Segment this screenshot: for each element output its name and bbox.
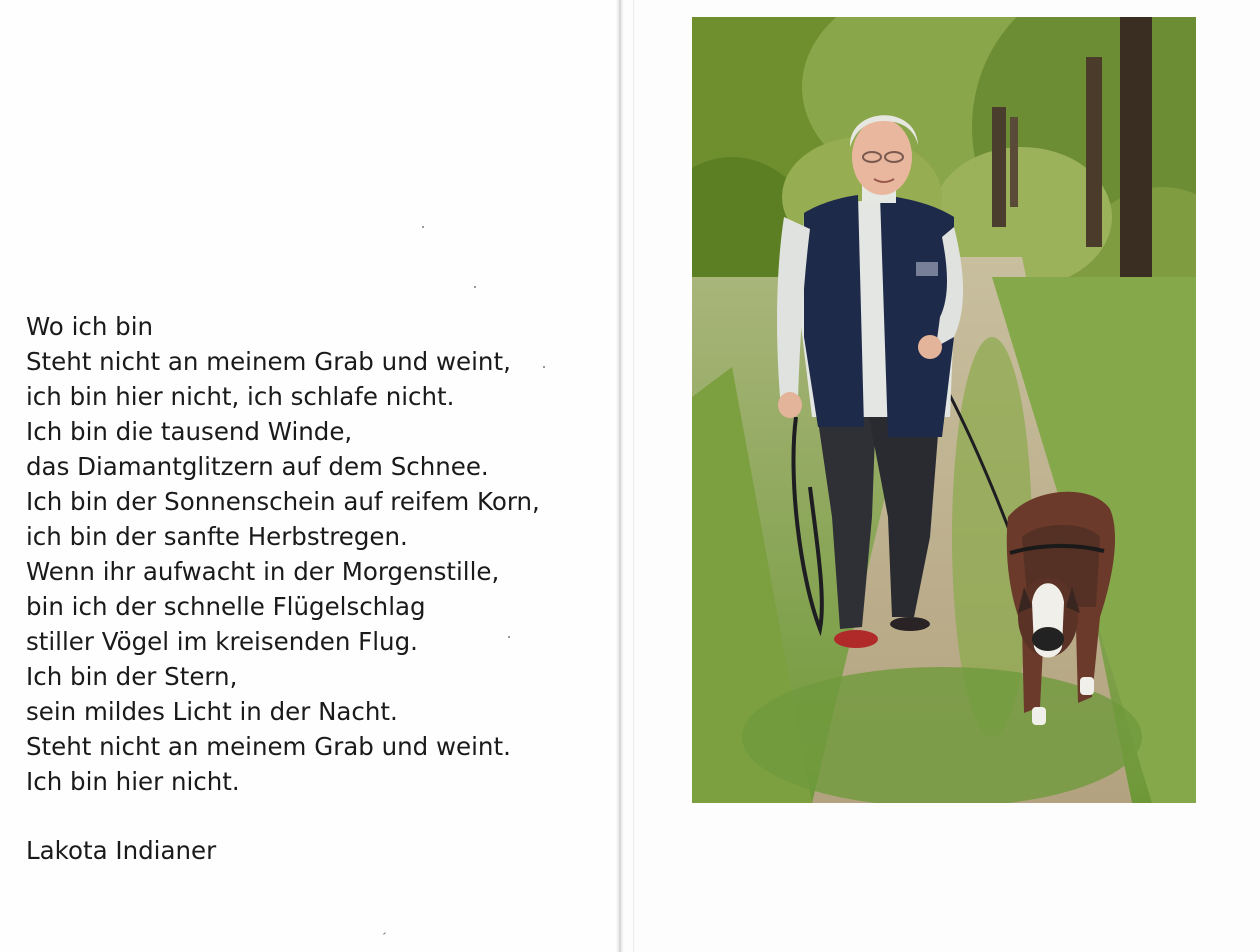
poem-line: Ich bin hier nicht.	[26, 767, 240, 796]
poem-line: Ich bin der Sonnenschein auf reifem Korn,	[26, 487, 540, 516]
poem	[26, 309, 606, 799]
poem-line: sein mildes Licht in der Nacht.	[26, 697, 398, 726]
poem-line: Steht nicht an meinem Grab und weint.	[26, 732, 511, 761]
photo-woman-walking-dog	[692, 17, 1196, 803]
poem-title: Wo ich bin	[26, 312, 154, 341]
poem-line: Ich bin die tausend Winde,	[26, 417, 353, 446]
poem-line: bin ich der schnelle Flügelschlag	[26, 592, 426, 621]
paper-speck	[474, 286, 476, 288]
poem-line: stiller Vögel im kreisenden Flug.	[26, 627, 418, 656]
poem-line: Steht nicht an meinem Grab und weint,	[26, 347, 511, 376]
card-fold-edge	[633, 0, 634, 952]
paper-speck	[543, 366, 545, 368]
memorial-photo	[692, 17, 1196, 803]
poem-line: ich bin der sanfte Herbstregen.	[26, 522, 408, 551]
poem-line: Ich bin der Stern,	[26, 662, 238, 691]
poem-line: das Diamantglitzern auf dem Schnee.	[26, 452, 489, 481]
paper-speck	[508, 636, 510, 638]
poem-author: Lakota Indianer	[26, 836, 217, 865]
poem-line: ich bin hier nicht, ich schlafe nicht.	[26, 382, 455, 411]
paper-speck	[422, 226, 424, 228]
poem-line: Wenn ihr aufwacht in der Morgenstille,	[26, 557, 500, 586]
card-fold	[616, 0, 624, 952]
